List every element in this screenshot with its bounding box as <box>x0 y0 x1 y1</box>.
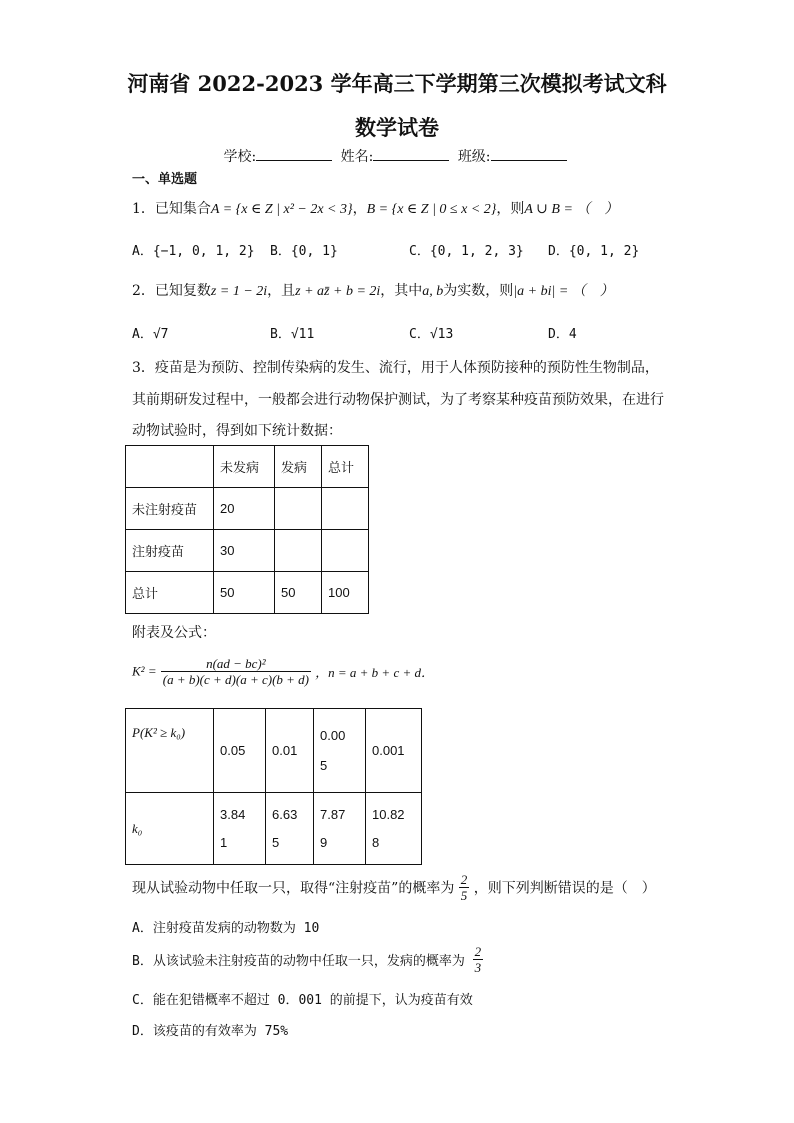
q1-set-a: A = {x ∈ Z | x² − 2x < 3} <box>210 202 353 217</box>
q3-paragraph-2: 其前期研发过程中，一般都会进行动物保护测试，为了考察某种疫苗预防效果，在进行 <box>132 392 664 408</box>
q2-option-b[interactable]: B．√11 <box>270 327 315 342</box>
table-cell: 未注射疫苗 <box>126 488 214 530</box>
q3-stats-table <box>125 445 369 614</box>
table-cell: P(K² ≥ k₀) <box>126 709 214 793</box>
table-cell: 3.84 1 <box>214 793 266 865</box>
table-cell: 20 <box>214 488 275 530</box>
table-row <box>126 793 422 865</box>
q3-stem-suffix: ，则下列判断错误的是（ ） <box>473 880 656 897</box>
section-heading: 一、单选题 <box>132 172 198 187</box>
q2-z: z = 1 − 2i <box>210 284 268 299</box>
table-cell <box>322 530 369 572</box>
table-cell: 30 <box>214 530 275 572</box>
formula-denominator: (a + b)(c + d)(a + c)(b + d) <box>162 672 309 687</box>
table-cell <box>322 488 369 530</box>
q1-option-c[interactable]: C．{0, 1, 2, 3} <box>409 244 524 259</box>
table-row <box>126 530 369 572</box>
q3-paragraph-1: 3．疫苗是为预防、控制传染病的发生、流行，用于人体预防接种的预防性生物制品， <box>132 360 659 376</box>
school-blank[interactable] <box>256 148 332 161</box>
q2-eq: z + az̄ + b = 2i <box>295 284 381 299</box>
q2-mid3: 为实数，则 <box>443 283 514 299</box>
q2-option-a[interactable]: A．√7 <box>132 327 169 342</box>
table-cell: 50 <box>214 572 275 614</box>
q3-critical-values-table <box>125 708 422 865</box>
formula-fraction <box>161 656 311 687</box>
q1-expr: A ∪ B = （ ） <box>524 202 619 217</box>
q1-option-b[interactable]: B．{0, 1} <box>270 244 338 259</box>
table-cell: 10.82 8 <box>366 793 422 865</box>
fraction-numerator: 2 <box>460 872 468 887</box>
q1-option-a[interactable]: A．{−1, 0, 1, 2} <box>132 244 255 259</box>
table-cell <box>275 488 322 530</box>
table-cell: 7.87 9 <box>314 793 366 865</box>
q1-set-b: B = {x ∈ Z | 0 ≤ x < 2} <box>366 202 497 217</box>
table-cell: 0.05 <box>214 709 266 793</box>
q2-prefix: 2．已知复数 <box>132 283 211 299</box>
q3-option-d[interactable]: D．该疫苗的有效率为 75% <box>132 1024 289 1039</box>
table-cell <box>275 530 322 572</box>
q2-mid: ，且 <box>267 283 296 299</box>
q2-expr: |a + bi| = （ ） <box>513 284 614 299</box>
q2-ab: a, b <box>422 284 444 299</box>
question-1 <box>132 198 618 218</box>
table-row <box>126 488 369 530</box>
table-cell: 50 <box>275 572 322 614</box>
table-cell: 0.001 <box>366 709 422 793</box>
fraction-numerator: 2 <box>474 944 482 959</box>
q1-prefix: 1．已知集合 <box>132 201 211 217</box>
school-label: 学校: <box>223 149 257 165</box>
table-cell: 注射疫苗 <box>126 530 214 572</box>
table-cell: 发病 <box>275 446 322 488</box>
q3-appendix-label: 附表及公式： <box>132 625 216 641</box>
formula-lhs: K² = <box>132 663 157 679</box>
q3-stem-fraction <box>459 872 470 903</box>
q2-option-d[interactable]: D．4 <box>548 327 577 342</box>
table-row <box>126 446 369 488</box>
q2-mid2: ，其中 <box>380 283 423 299</box>
table-cell: 0.00 5 <box>314 709 366 793</box>
q2-option-c[interactable]: C．√13 <box>409 327 454 342</box>
class-blank[interactable] <box>491 148 567 161</box>
formula-n-def: ，n = a + b + c + d． <box>315 665 435 680</box>
name-label: 姓名: <box>340 149 374 165</box>
q3-formula <box>132 656 434 687</box>
q3-stem <box>132 872 656 903</box>
q3-option-a[interactable]: A．注射疫苗发病的动物数为 10 <box>132 921 320 936</box>
fraction-denominator: 3 <box>474 960 482 975</box>
fraction-denominator: 5 <box>460 888 468 903</box>
student-info-line <box>0 146 794 166</box>
q3-option-c[interactable]: C．能在犯错概率不超过 0．001 的前提下，认为疫苗有效 <box>132 993 473 1008</box>
q1-option-d[interactable]: D．{0, 1, 2} <box>548 244 640 259</box>
formula-numerator: n(ad − bc)² <box>161 656 311 672</box>
table-cell: 0.01 <box>266 709 314 793</box>
q3-paragraph-3: 动物试验时，得到如下统计数据： <box>132 423 342 439</box>
table-cell: 100 <box>322 572 369 614</box>
table-row <box>126 709 422 793</box>
q3-option-b-text: B．从该试验未注射疫苗的动物中任取一只，发病的概率为 <box>132 954 465 969</box>
name-blank[interactable] <box>373 148 449 161</box>
table-cell: 未发病 <box>214 446 275 488</box>
table-cell <box>126 446 214 488</box>
q3-option-b-fraction <box>473 944 484 975</box>
exam-title-line2: 数学试卷 <box>355 115 439 140</box>
table-cell: 总计 <box>322 446 369 488</box>
table-cell: k₀ <box>126 793 214 865</box>
q1-suffix: ，则 <box>496 201 525 217</box>
question-2 <box>132 280 614 300</box>
table-row <box>126 572 369 614</box>
class-label: 班级: <box>457 149 491 165</box>
q3-option-b[interactable] <box>132 944 483 975</box>
q1-sep: ， <box>352 201 367 217</box>
table-cell: 总计 <box>126 572 214 614</box>
table-cell: 6.63 5 <box>266 793 314 865</box>
q3-stem-prefix: 现从试验动物中任取一只，取得“注射疫苗”的概率为 <box>132 880 455 897</box>
exam-title-line1: 河南省 2022-2023 学年高三下学期第三次模拟考试文科 <box>127 71 667 96</box>
